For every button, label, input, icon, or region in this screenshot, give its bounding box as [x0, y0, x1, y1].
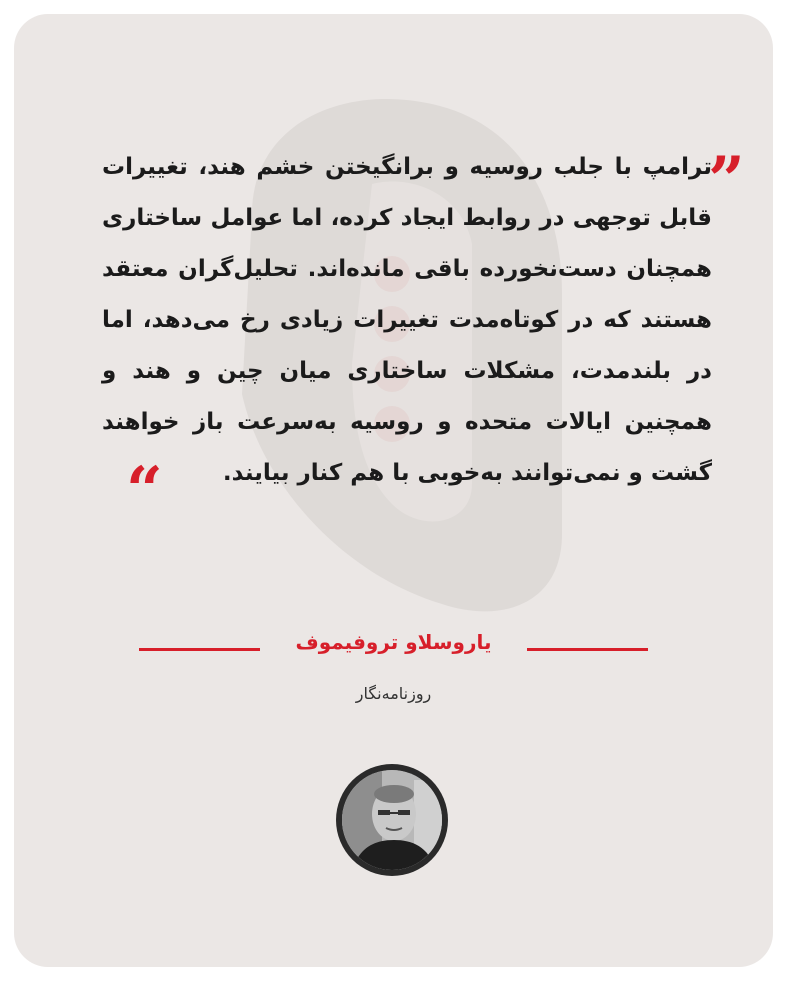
author-name: یاروسلاو تروفیموف [295, 630, 492, 654]
avatar-photo [342, 770, 442, 870]
opening-quote-mark: ” [708, 143, 745, 218]
quote-text: ترامپ با جلب روسیه و برانگیختن خشم هند، تغییرات قابل توجهی در روابط ایجاد کرده، اما عوامل ساختاری همچنان دست‌نخورده باقی مانده‌اند. تحلیل‌گران معتقد هستند که در کوتاه‌مدت تغییرات زیادی رخ می‌دهد، اما در بلندمدت، مشکلات ساختاری میان چین و هند و همچنین ایالات متحده و روسیه به‌سرعت باز خواهند گشت و نمی‌توانند به‌خوبی با هم کنار بیایند. [102, 154, 712, 486]
closing-quote-mark: “ [126, 453, 163, 528]
divider-right [527, 648, 648, 651]
divider-left [139, 648, 260, 651]
portrait-image [342, 770, 442, 870]
author-avatar [336, 764, 448, 876]
quote-card [14, 14, 773, 967]
author-role: روزنامه‌نگار [355, 684, 432, 703]
